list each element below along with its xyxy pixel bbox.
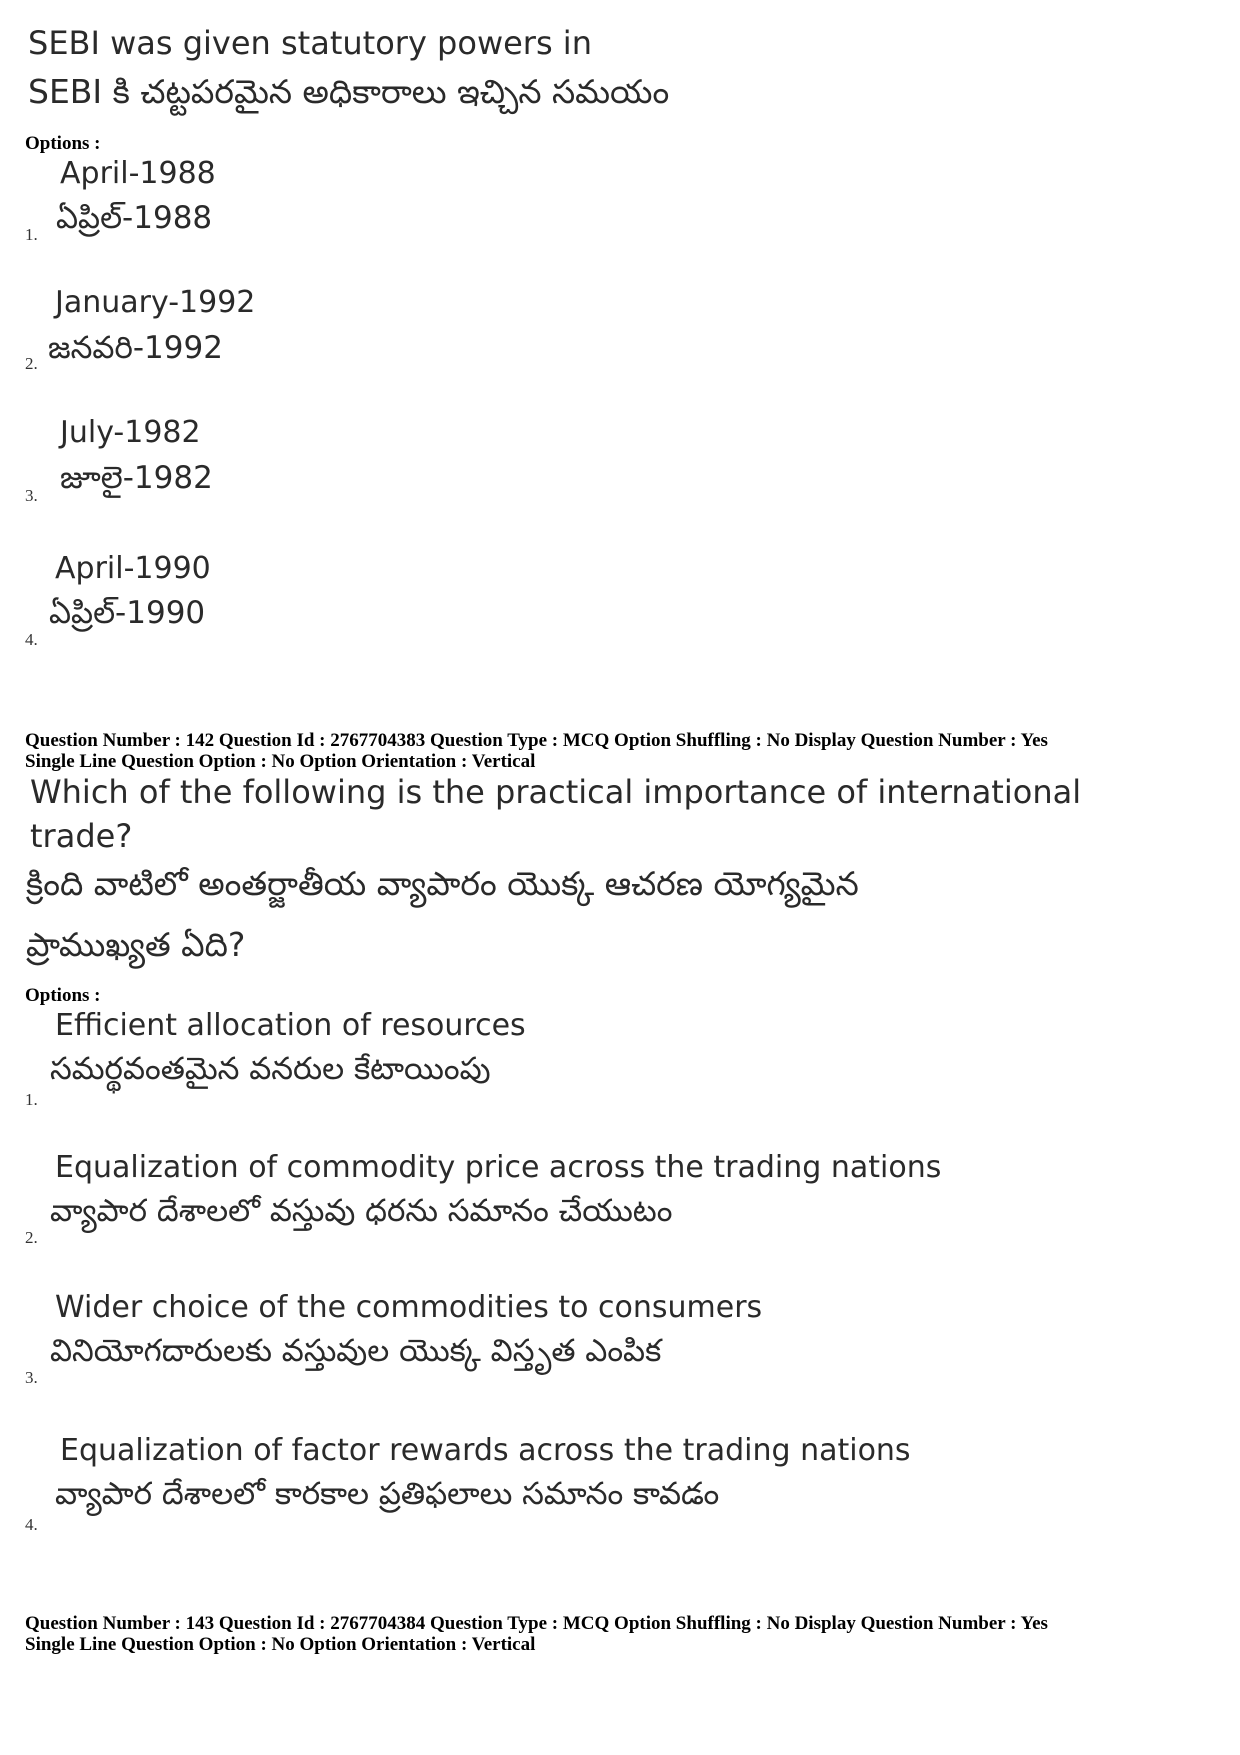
question-meta-line: Single Line Question Option : No Option Orientation : Vertical — [25, 1634, 536, 1655]
option-number: 1. — [25, 225, 38, 244]
question-meta-line: Question Number : 142 Question Id : 2767704383 Question Type : MCQ Option Shuffling : No Display Question Number : Yes — [25, 730, 1048, 751]
question-text-te: క్రింది వాటిలో అంతర్జాతీయ వ్యాపారం యొక్క ఆచరణ యోగ్యమైన — [26, 864, 859, 903]
options-label: Options : — [25, 985, 101, 1006]
option-text-te: ఏప్రిల్-1990 — [49, 595, 206, 631]
option-text-en: July-1982 — [60, 415, 201, 450]
option-text-te: సమర్థవంతమైన వనరుల కేటాయింపు — [50, 1051, 491, 1087]
option-text-en: Equalization of commodity price across the trading nations — [55, 1150, 942, 1185]
option-number: 1. — [25, 1090, 38, 1109]
option-text-en: April-1988 — [60, 156, 216, 191]
option-text-te: ఏప్రిల్-1988 — [56, 200, 213, 236]
option-number: 3. — [25, 1368, 38, 1387]
option-number: 4. — [25, 630, 38, 649]
option-number: 3. — [25, 486, 38, 505]
question-text-en: trade? — [30, 817, 133, 855]
question-meta-line: Question Number : 143 Question Id : 2767704384 Question Type : MCQ Option Shuffling : No Display Question Number : Yes — [25, 1613, 1048, 1634]
option-text-te: వినియోగదారులకు వస్తువుల యొక్క విస్తృత ఎంపిక — [50, 1333, 662, 1369]
option-text-en: January-1992 — [55, 285, 256, 320]
question-text-te: ప్రాముఖ్యత ఏది? — [26, 925, 246, 964]
option-text-en: Equalization of factor rewards across the trading nations — [60, 1433, 911, 1468]
question-text-en: SEBI was given statutory powers in — [28, 24, 592, 62]
option-number: 4. — [25, 1515, 38, 1534]
option-text-te: జూలై-1982 — [60, 460, 213, 496]
option-text-te: వ్యాపార దేశాలలో కారకాల ప్రతిఫలాలు సమానం కావడం — [55, 1476, 720, 1512]
option-number: 2. — [25, 354, 38, 373]
option-text-en: Efficient allocation of resources — [55, 1008, 526, 1043]
question-text-te: SEBI కి చట్టపరమైన అధికారాలు ఇచ్చిన సమయం — [28, 72, 670, 111]
option-text-te: జనవరి-1992 — [48, 330, 223, 366]
question-meta-line: Single Line Question Option : No Option Orientation : Vertical — [25, 751, 536, 772]
option-text-en: April-1990 — [55, 551, 211, 586]
question-text-en: Which of the following is the practical importance of international — [30, 773, 1082, 811]
option-text-te: వ్యాపార దేశాలలో వస్తువు ధరను సమానం చేయుటం — [50, 1193, 673, 1229]
option-number: 2. — [25, 1228, 38, 1247]
option-text-en: Wider choice of the commodities to consumers — [55, 1290, 763, 1325]
options-label: Options : — [25, 133, 101, 154]
